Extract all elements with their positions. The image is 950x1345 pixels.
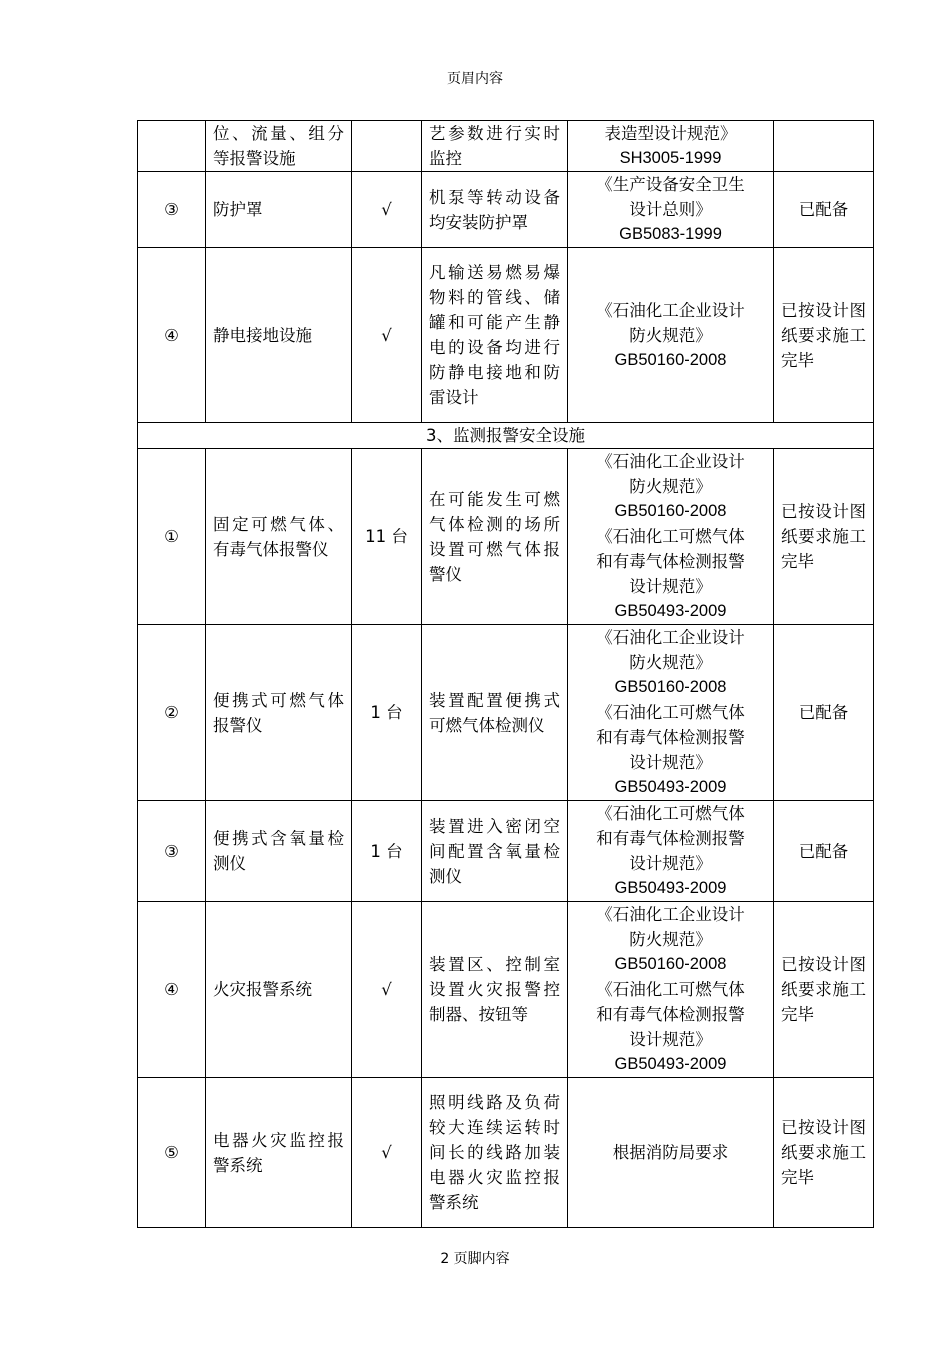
reference-line: 设计规范》 (629, 1030, 712, 1049)
reference-line: SH3005-1999 (619, 149, 722, 167)
facility-name: 位、流量、组分等报警设施 (206, 121, 352, 172)
page-footer: 2 页脚内容 (440, 1251, 510, 1267)
row-number: ② (138, 625, 206, 801)
reference-line: 防火规范》 (629, 477, 712, 496)
reference-line: 《石油化工企业设计 (596, 905, 745, 924)
row-number: ④ (138, 902, 206, 1078)
facility-status: 已配备 (774, 625, 874, 801)
reference-line: 《石油化工可燃气体 (596, 527, 745, 546)
reference-line: 《石油化工可燃气体 (596, 804, 745, 823)
facility-name: 固定可燃气体、有毒气体报警仪 (206, 449, 352, 625)
facility-description: 照明线路及负荷较大连续运转时间长的线路加装电器火灾监控报警系统 (422, 1078, 568, 1228)
row-number: ③ (138, 172, 206, 248)
table-row (138, 248, 874, 423)
reference-line: GB50493-2009 (614, 879, 727, 897)
facility-status: 已按设计图纸要求施工完毕 (774, 248, 874, 423)
facility-status: 已按设计图纸要求施工完毕 (774, 449, 874, 625)
safety-facilities-table (137, 120, 874, 1228)
reference-line: 表造型设计规范》 (604, 124, 737, 143)
reference-line: 设计规范》 (629, 753, 712, 772)
reference-line: GB50160-2008 (614, 502, 727, 520)
facility-status: 已按设计图纸要求施工完毕 (774, 902, 874, 1078)
table-row (138, 449, 874, 625)
reference-standard (568, 172, 774, 248)
facility-quantity: √ (352, 172, 422, 248)
section-title: 3、监测报警安全设施 (138, 423, 874, 449)
table-row (138, 1078, 874, 1228)
reference-line: 防火规范》 (629, 930, 712, 949)
reference-line: 防火规范》 (629, 325, 712, 345)
facility-description: 装置配置便携式可燃气体检测仪 (422, 625, 568, 801)
reference-standard (568, 1078, 774, 1228)
reference-line: GB50160-2008 (614, 350, 727, 369)
row-number: ① (138, 449, 206, 625)
reference-line: 《生产设备安全卫生 (596, 175, 745, 194)
facility-quantity: √ (352, 1078, 422, 1228)
reference-line: 和有毒气体检测报警 (596, 552, 745, 571)
facility-quantity: 11 台 (352, 449, 422, 625)
reference-line: GB50160-2008 (614, 955, 727, 973)
facility-quantity: 1 台 (352, 801, 422, 902)
facility-quantity: 1 台 (352, 625, 422, 801)
facility-quantity: √ (352, 248, 422, 423)
reference-line: GB50493-2009 (614, 602, 727, 620)
row-number: ③ (138, 801, 206, 902)
reference-line: 设计规范》 (629, 854, 712, 873)
facility-name: 静电接地设施 (206, 248, 352, 423)
facility-quantity (352, 121, 422, 172)
row-number: ④ (138, 248, 206, 423)
facility-description: 在可能发生可燃气体检测的场所设置可燃气体报警仪 (422, 449, 568, 625)
facility-description: 机泵等转动设备均安装防护罩 (422, 172, 568, 248)
reference-line: GB5083-1999 (619, 225, 722, 243)
facility-description: 装置区、控制室设置火灾报警控制器、按钮等 (422, 902, 568, 1078)
row-number (138, 121, 206, 172)
facility-status: 已配备 (774, 172, 874, 248)
reference-line: 《石油化工可燃气体 (596, 703, 745, 722)
reference-standard (568, 902, 774, 1078)
table-row (138, 902, 874, 1078)
reference-standard (568, 449, 774, 625)
reference-line: 和有毒气体检测报警 (596, 829, 745, 848)
reference-line: 根据消防局要求 (612, 1143, 729, 1162)
table-row (138, 801, 874, 902)
facility-name: 火灾报警系统 (206, 902, 352, 1078)
reference-line: 《石油化工企业设计 (596, 300, 745, 320)
reference-line: 和有毒气体检测报警 (596, 728, 745, 747)
reference-line: GB50493-2009 (614, 778, 727, 796)
facility-quantity: √ (352, 902, 422, 1078)
facility-description: 凡输送易燃易爆物料的管线、储罐和可能产生静电的设备均进行防静电接地和防雷设计 (422, 248, 568, 423)
reference-standard (568, 121, 774, 172)
facility-name: 防护罩 (206, 172, 352, 248)
page-header: 页眉内容 (447, 71, 503, 87)
reference-line: 设计规范》 (629, 577, 712, 596)
reference-line: 《石油化工可燃气体 (596, 980, 745, 999)
facility-name: 电器火灾监控报警系统 (206, 1078, 352, 1228)
reference-line: 和有毒气体检测报警 (596, 1005, 745, 1024)
facility-name: 便携式可燃气体报警仪 (206, 625, 352, 801)
reference-line: 《石油化工企业设计 (596, 628, 745, 647)
table-row (138, 625, 874, 801)
reference-line: 《石油化工企业设计 (596, 452, 745, 471)
reference-line: GB50493-2009 (614, 1055, 727, 1073)
reference-line: 设计总则》 (629, 200, 712, 219)
row-number: ⑤ (138, 1078, 206, 1228)
facility-status (774, 121, 874, 172)
reference-line: GB50160-2008 (614, 678, 727, 696)
reference-standard (568, 248, 774, 423)
facility-status: 已配备 (774, 801, 874, 902)
facility-name: 便携式含氧量检测仪 (206, 801, 352, 902)
table-row (138, 121, 874, 172)
reference-standard (568, 625, 774, 801)
section-header-row (138, 423, 874, 449)
reference-standard (568, 801, 774, 902)
facility-description: 艺参数进行实时监控 (422, 121, 568, 172)
facility-description: 装置进入密闭空间配置含氧量检测仪 (422, 801, 568, 902)
table-row (138, 172, 874, 248)
reference-line: 防火规范》 (629, 653, 712, 672)
facility-status: 已按设计图纸要求施工完毕 (774, 1078, 874, 1228)
